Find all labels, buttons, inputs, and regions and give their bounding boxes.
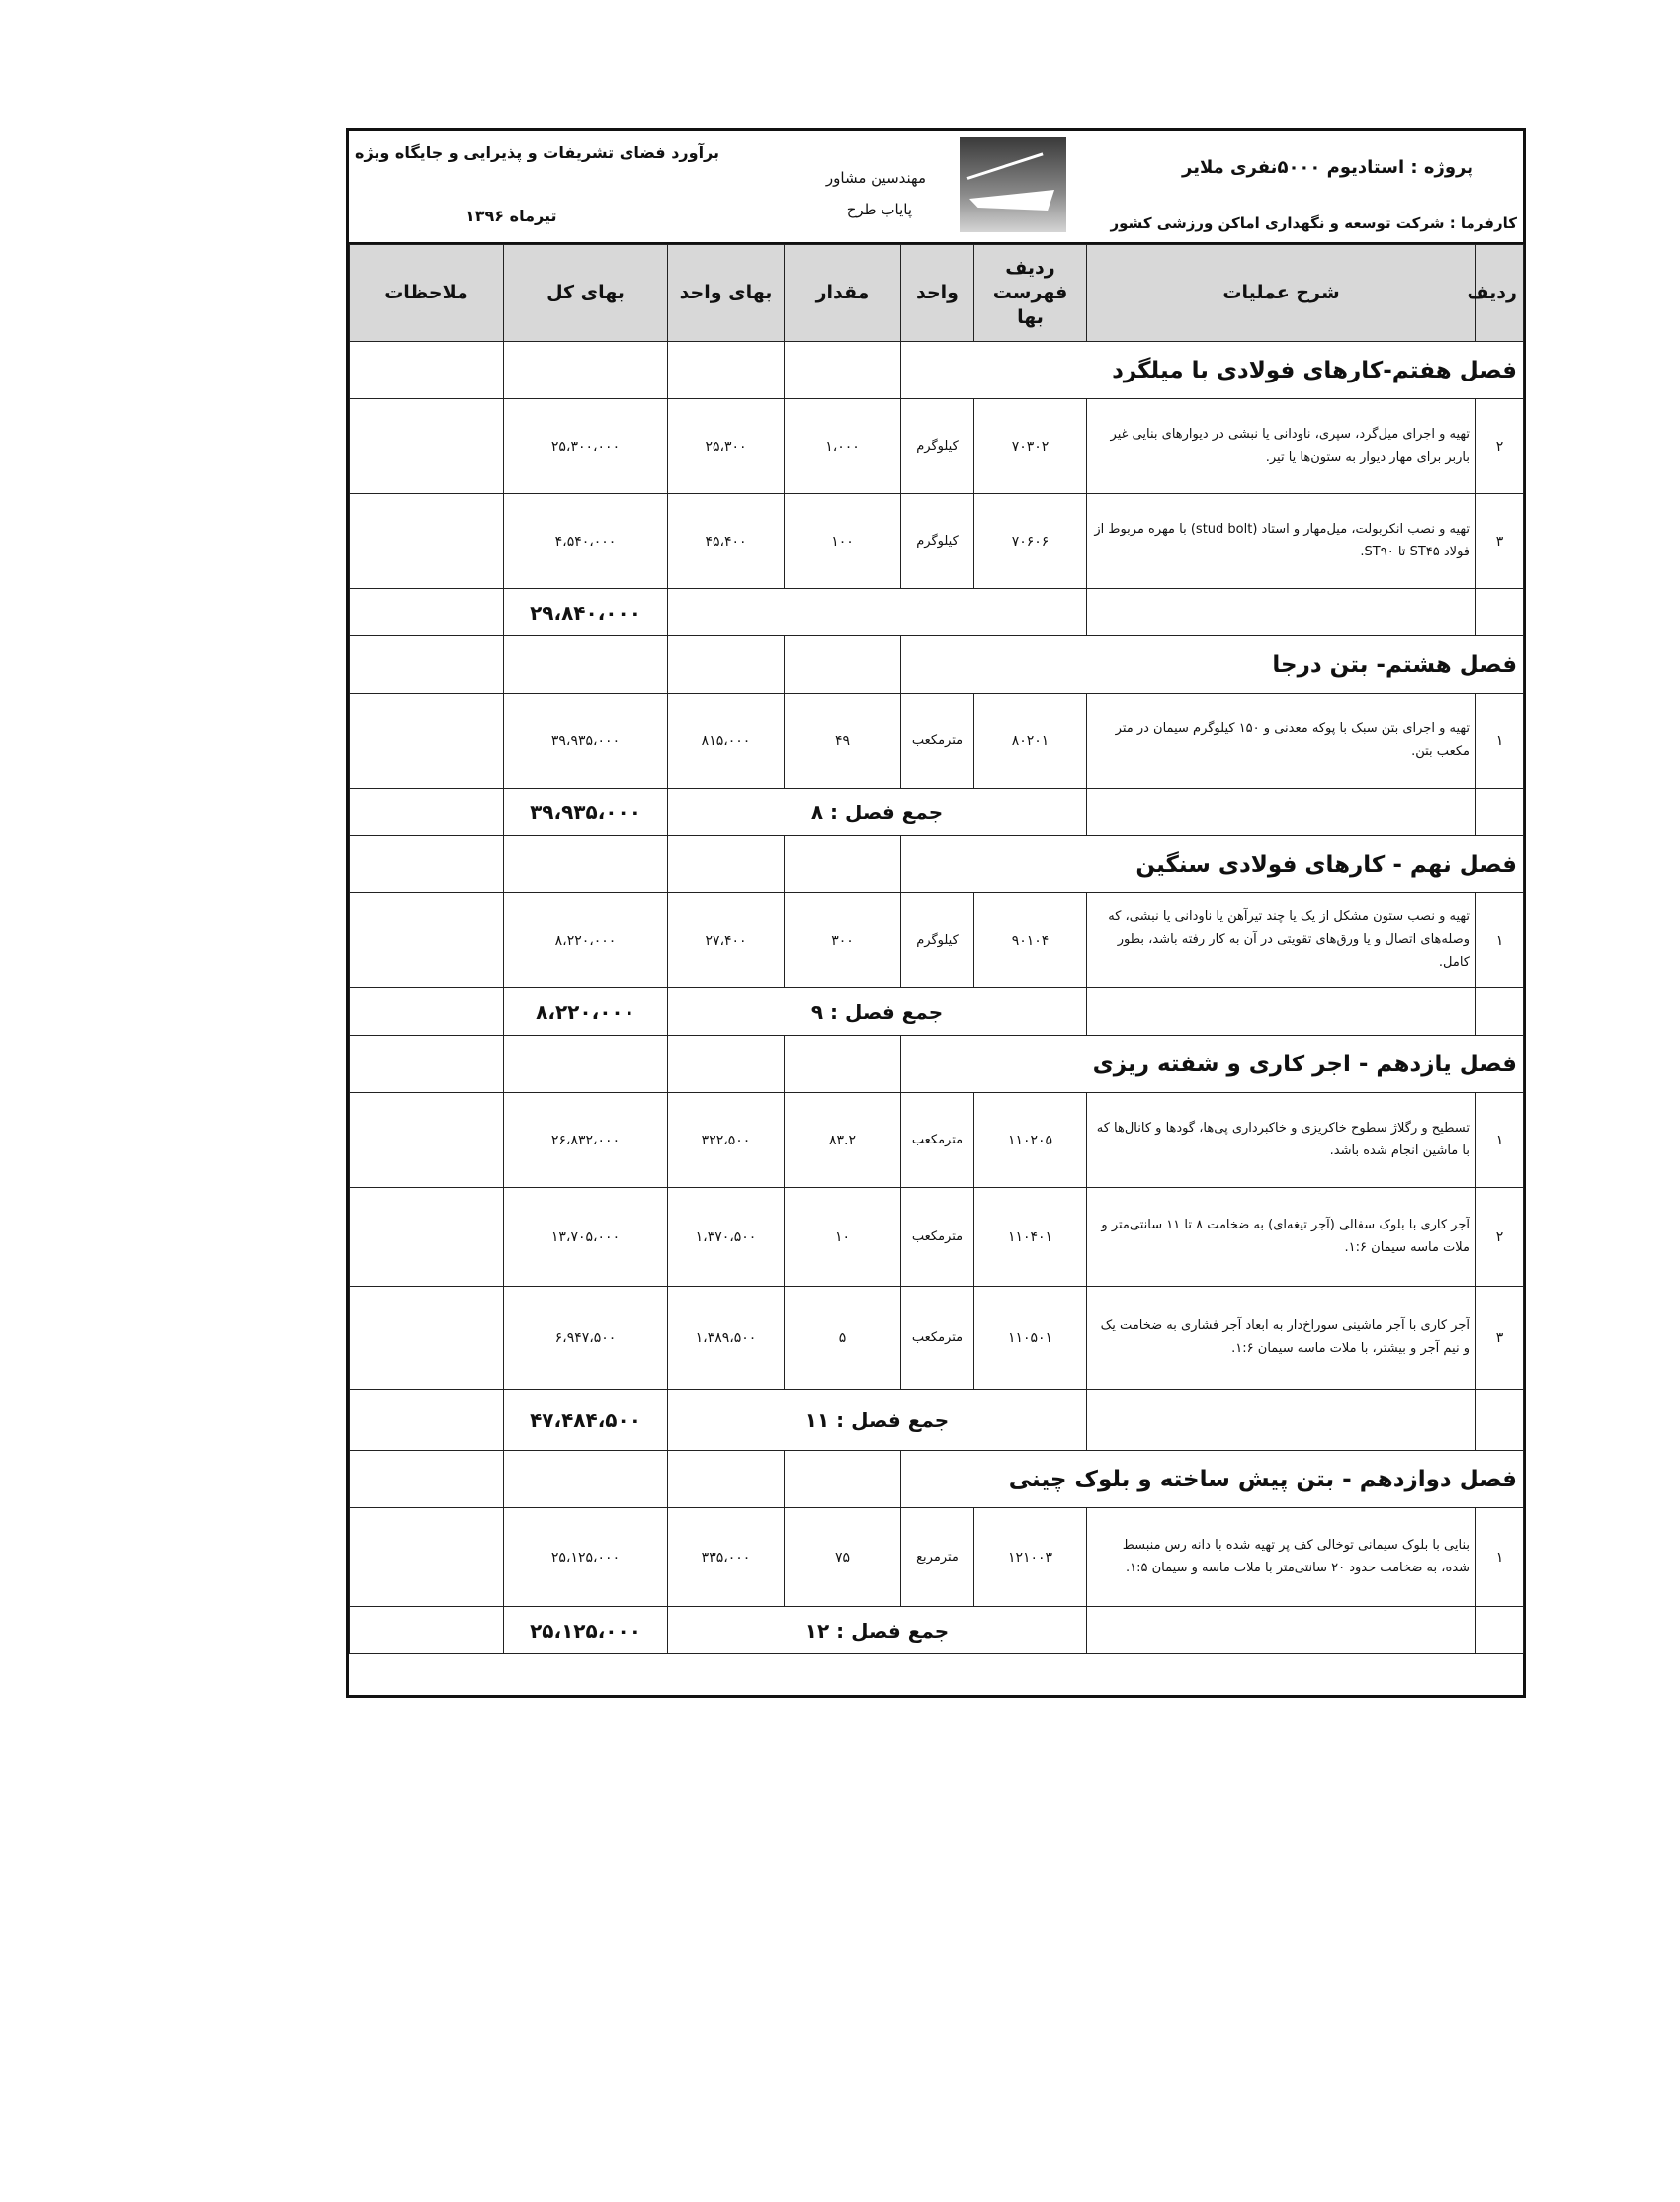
- col-radif: ردیف: [1476, 245, 1524, 342]
- section-title-row: [350, 342, 1524, 399]
- section-sum-row: [350, 988, 1524, 1036]
- row-description: تهیه و اجرای میل‌گرد، سپری، ناودانی یا نبشی در دیوارهای بنایی غیر باربر برای مهار دیوار به ستون‌ها یا تیر.: [1087, 399, 1476, 494]
- section-sum-label: جمع فصل : ۹: [668, 988, 1087, 1036]
- row-unit: کیلوگرم: [901, 399, 974, 494]
- table-row: [350, 1508, 1524, 1607]
- empty-cell: [1087, 1607, 1476, 1654]
- empty-cell: [1087, 988, 1476, 1036]
- empty-cell: [785, 836, 901, 893]
- estimate-sheet: [346, 128, 1526, 1698]
- empty-cell: [668, 836, 785, 893]
- col-quantity: مقدار: [785, 245, 901, 342]
- row-unit: کیلوگرم: [901, 893, 974, 988]
- table-row: [350, 1188, 1524, 1287]
- section-title: فصل نهم - کارهای فولادی سنگین: [901, 836, 1524, 893]
- row-quantity: ۳۰۰: [785, 893, 901, 988]
- empty-cell: [785, 1036, 901, 1093]
- section-sum-value: ۴۷،۴۸۴،۵۰۰: [504, 1390, 668, 1451]
- row-quantity: ۸۳.۲: [785, 1093, 901, 1188]
- row-description: تسطیح و رگلاژ سطوح خاکریزی و خاکبرداری پی‌ها، گودها و کانال‌ها که با ماشین انجام شده باشد.: [1087, 1093, 1476, 1188]
- col-unit-price: بهای واحد: [668, 245, 785, 342]
- empty-cell: [785, 1451, 901, 1508]
- section-title: فصل یازدهم - اجر کاری و شفته ریزی: [901, 1036, 1524, 1093]
- section-sum-value: ۸،۲۲۰،۰۰۰: [504, 988, 668, 1036]
- empty-cell: [1476, 1607, 1524, 1654]
- row-price-list-code: ۱۱۰۴۰۱: [974, 1188, 1087, 1287]
- row-quantity: ۷۵: [785, 1508, 901, 1607]
- row-total-price: ۱۳،۷۰۵،۰۰۰: [504, 1188, 668, 1287]
- section-sum-row: [350, 789, 1524, 836]
- section-title-row: [350, 636, 1524, 694]
- empty-cell: [504, 342, 668, 399]
- empty-cell: [785, 636, 901, 694]
- row-unit: مترمکعب: [901, 694, 974, 789]
- row-quantity: ۵: [785, 1287, 901, 1390]
- col-price-list-row: ردیف فهرست بها: [974, 245, 1087, 342]
- empty-cell: [350, 1390, 504, 1451]
- section-title-row: [350, 1451, 1524, 1508]
- row-quantity: ۱۰: [785, 1188, 901, 1287]
- row-unit: کیلوگرم: [901, 494, 974, 589]
- row-unit-price: ۱،۳۸۹،۵۰۰: [668, 1287, 785, 1390]
- row-description: بنایی با بلوک سیمانی توخالی کف پر تهیه شده با دانه رس منبسط شده، به ضخامت حدود ۲۰ سانتی‌متر با ملات ماسه و سیمان ۱:۵.: [1087, 1508, 1476, 1607]
- row-notes: [350, 893, 504, 988]
- empty-cell: [350, 988, 504, 1036]
- row-description: آجر کاری با آجر ماشینی سوراخ‌دار به ابعاد آجر فشاری به ضخامت یک و نیم آجر و بیشتر، با ملات ماسه سیمان ۱:۶.: [1087, 1287, 1476, 1390]
- row-quantity: ۱۰۰: [785, 494, 901, 589]
- empty-cell: [350, 836, 504, 893]
- row-description: تهیه و اجرای بتن سبک با پوکه معدنی و ۱۵۰ کیلوگرم سیمان در متر مکعب بتن.: [1087, 694, 1476, 789]
- row-unit-price: ۲۵،۳۰۰: [668, 399, 785, 494]
- row-notes: [350, 1287, 504, 1390]
- empty-cell: [1476, 789, 1524, 836]
- row-total-price: ۲۶،۸۳۲،۰۰۰: [504, 1093, 668, 1188]
- empty-cell: [350, 1451, 504, 1508]
- section-sum-label: [668, 589, 1087, 636]
- row-price-list-code: ۷۰۳۰۲: [974, 399, 1087, 494]
- row-description: تهیه و نصب انکربولت، میل‌مهار و استاد (stud bolt) با مهره مربوط از فولاد ST۴۵ تا ST۹۰.: [1087, 494, 1476, 589]
- row-unit: مترمربع: [901, 1508, 974, 1607]
- empty-cell: [504, 1036, 668, 1093]
- row-description: آجر کاری با بلوک سفالی (آجر تیغه‌ای) به ضخامت ۸ تا ۱۱ سانتی‌متر و ملات ماسه سیمان ۱:۶.: [1087, 1188, 1476, 1287]
- row-unit-price: ۸۱۵،۰۰۰: [668, 694, 785, 789]
- table-row: [350, 399, 1524, 494]
- empty-cell: [668, 636, 785, 694]
- empty-cell: [504, 636, 668, 694]
- row-radif: ۲: [1476, 399, 1524, 494]
- consultant-label: مهندسین مشاور: [825, 169, 926, 187]
- empty-cell: [785, 342, 901, 399]
- empty-cell: [350, 789, 504, 836]
- row-notes: [350, 399, 504, 494]
- col-notes: ملاحظات: [350, 245, 504, 342]
- row-notes: [350, 1093, 504, 1188]
- row-quantity: ۴۹: [785, 694, 901, 789]
- row-total-price: ۲۵،۳۰۰،۰۰۰: [504, 399, 668, 494]
- empty-cell: [668, 1451, 785, 1508]
- row-notes: [350, 694, 504, 789]
- empty-cell: [1087, 589, 1476, 636]
- row-radif: ۱: [1476, 1508, 1524, 1607]
- row-total-price: ۴،۵۴۰،۰۰۰: [504, 494, 668, 589]
- table-row: [350, 1287, 1524, 1390]
- row-unit-price: ۳۲۲،۵۰۰: [668, 1093, 785, 1188]
- row-unit: مترمکعب: [901, 1188, 974, 1287]
- consultant-logo-icon: [960, 137, 1066, 232]
- project-name: پروژه : استادیوم ۵۰۰۰نفری ملایر: [1182, 157, 1473, 178]
- empty-cell: [1087, 1390, 1476, 1451]
- col-unit: واحد: [901, 245, 974, 342]
- table-row: [350, 694, 1524, 789]
- document-header: [349, 131, 1523, 244]
- table-row: [350, 1093, 1524, 1188]
- empty-cell: [668, 1036, 785, 1093]
- employer-name: کارفرما : شرکت توسعه و نگهداری اماکن ورزشی کشور: [1110, 214, 1517, 232]
- row-price-list-code: ۱۲۱۰۰۳: [974, 1508, 1087, 1607]
- empty-cell: [1476, 988, 1524, 1036]
- estimate-date: تیرماه ۱۳۹۶: [465, 207, 557, 225]
- empty-cell: [350, 589, 504, 636]
- consultant-name: پایاب طرح: [846, 201, 912, 218]
- row-price-list-code: ۱۱۰۵۰۱: [974, 1287, 1087, 1390]
- row-price-list-code: ۹۰۱۰۴: [974, 893, 1087, 988]
- row-radif: ۱: [1476, 1093, 1524, 1188]
- row-radif: ۱: [1476, 893, 1524, 988]
- empty-cell: [350, 342, 504, 399]
- table-row: [350, 494, 1524, 589]
- row-unit-price: ۱،۳۷۰،۵۰۰: [668, 1188, 785, 1287]
- empty-cell: [350, 1607, 504, 1654]
- empty-cell: [350, 636, 504, 694]
- row-price-list-code: ۸۰۲۰۱: [974, 694, 1087, 789]
- estimate-table: [349, 244, 1524, 1654]
- section-sum-value: ۲۹،۸۴۰،۰۰۰: [504, 589, 668, 636]
- row-radif: ۱: [1476, 694, 1524, 789]
- section-sum-row: [350, 589, 1524, 636]
- row-total-price: ۲۵،۱۲۵،۰۰۰: [504, 1508, 668, 1607]
- empty-cell: [1087, 789, 1476, 836]
- row-unit-price: ۳۳۵،۰۰۰: [668, 1508, 785, 1607]
- column-header-row: [350, 245, 1524, 342]
- col-description: شرح عملیات: [1087, 245, 1476, 342]
- empty-cell: [668, 342, 785, 399]
- row-notes: [350, 1188, 504, 1287]
- section-sum-value: ۳۹،۹۳۵،۰۰۰: [504, 789, 668, 836]
- row-unit: مترمکعب: [901, 1287, 974, 1390]
- section-title-row: [350, 836, 1524, 893]
- section-sum-row: [350, 1390, 1524, 1451]
- estimate-title: برآورد فضای تشریفات و پذیرایی و جایگاه ویژه: [355, 143, 720, 162]
- section-sum-label: جمع فصل : ۱۲: [668, 1607, 1087, 1654]
- section-sum-label: جمع فصل : ۸: [668, 789, 1087, 836]
- table-row: [350, 893, 1524, 988]
- row-notes: [350, 1508, 504, 1607]
- row-notes: [350, 494, 504, 589]
- section-sum-row: [350, 1607, 1524, 1654]
- row-radif: ۳: [1476, 494, 1524, 589]
- col-total-price: بهای کل: [504, 245, 668, 342]
- row-radif: ۳: [1476, 1287, 1524, 1390]
- row-unit-price: ۲۷،۴۰۰: [668, 893, 785, 988]
- row-price-list-code: ۱۱۰۲۰۵: [974, 1093, 1087, 1188]
- row-unit-price: ۴۵،۴۰۰: [668, 494, 785, 589]
- section-sum-value: ۲۵،۱۲۵،۰۰۰: [504, 1607, 668, 1654]
- section-title: فصل هفتم-کارهای فولادی با میلگرد: [901, 342, 1524, 399]
- empty-cell: [1476, 589, 1524, 636]
- empty-cell: [1476, 1390, 1524, 1451]
- row-total-price: ۶،۹۴۷،۵۰۰: [504, 1287, 668, 1390]
- empty-cell: [504, 1451, 668, 1508]
- row-price-list-code: ۷۰۶۰۶: [974, 494, 1087, 589]
- row-quantity: ۱،۰۰۰: [785, 399, 901, 494]
- row-radif: ۲: [1476, 1188, 1524, 1287]
- row-total-price: ۳۹،۹۳۵،۰۰۰: [504, 694, 668, 789]
- row-unit: مترمکعب: [901, 1093, 974, 1188]
- section-title: فصل دوازدهم - بتن پیش ساخته و بلوک چینی: [901, 1451, 1524, 1508]
- empty-cell: [504, 836, 668, 893]
- section-title-row: [350, 1036, 1524, 1093]
- section-sum-label: جمع فصل : ۱۱: [668, 1390, 1087, 1451]
- section-title: فصل هشتم- بتن درجا: [901, 636, 1524, 694]
- empty-cell: [350, 1036, 504, 1093]
- row-description: تهیه و نصب ستون مشکل از یک یا چند تیرآهن یا ناودانی یا نبشی، که وصله‌های اتصال و یا ورق‌های تقویتی در آن به کار رفته باشد، بطور کامل.: [1087, 893, 1476, 988]
- row-total-price: ۸،۲۲۰،۰۰۰: [504, 893, 668, 988]
